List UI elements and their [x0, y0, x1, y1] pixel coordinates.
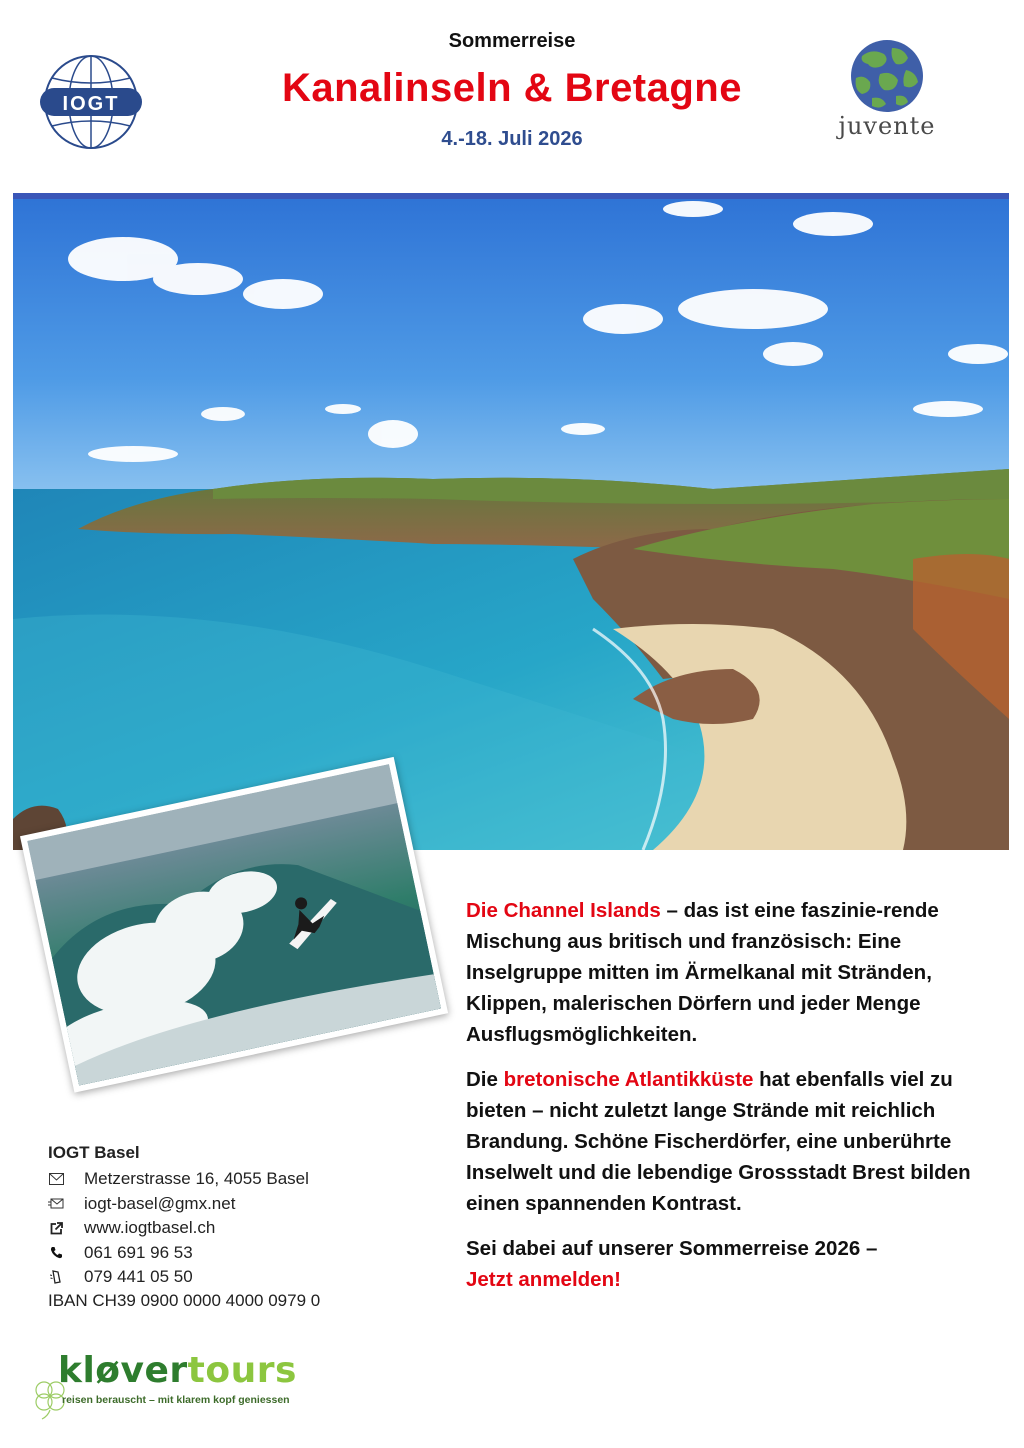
- contact-address-row: [48, 1167, 428, 1192]
- contact-phone-row: [48, 1241, 428, 1266]
- envelope-icon: [48, 1171, 64, 1187]
- travel-dates: 4.-18. Juli 2026: [441, 128, 583, 150]
- contact-web-row: [48, 1216, 428, 1241]
- phone-icon: [48, 1245, 64, 1261]
- iogt-logo-text: IOGT: [62, 93, 120, 115]
- paragraph-1-text: – das ist eine faszinie-rende Mischung aus britisch und französisch: Eine Inselgruppe mitten im Ärmelkanal mit Stränden, Klippen, malerischen Dörfern und jeder Menge Ausflugsmöglichkeiten.: [466, 899, 939, 1046]
- cta-register-link[interactable]: Jetzt anmelden!: [466, 1268, 621, 1291]
- paragraph-channel-islands: [466, 895, 996, 1050]
- paragraph-2-text: hat ebenfalls viel zu bieten – nicht zuletzt lange Strände mit reichlich Brandung. Schöne Fischerdörfer, eine unberührte Inselwelt und die lebendige Grossstadt Brest bilden einen spannenden Kontrast.: [466, 1068, 971, 1215]
- page-title: Kanalinseln & Bretagne: [281, 66, 742, 110]
- contact-mobile[interactable]: 079 441 05 50: [84, 1267, 193, 1287]
- cta-text: Sei dabei auf unserer Sommerreise 2026 –: [466, 1237, 878, 1260]
- body-text: [466, 895, 996, 1309]
- mobile-phone-icon: [48, 1269, 64, 1285]
- email-icon: [48, 1196, 64, 1212]
- klovertours-wordmark-dark: kløver: [58, 1350, 188, 1391]
- contact-org: IOGT Basel: [48, 1143, 140, 1162]
- contact-mobile-row: [48, 1265, 428, 1290]
- contact-block: [48, 1143, 428, 1311]
- contact-address: Metzerstrasse 16, 4055 Basel: [84, 1169, 309, 1189]
- juvente-wordmark: juvente: [838, 112, 936, 140]
- paragraph-cta: [466, 1233, 996, 1295]
- contact-website[interactable]: www.iogtbasel.ch: [84, 1218, 216, 1238]
- highlight-atlantikkueste: bretonische Atlantikküste: [503, 1068, 754, 1091]
- iogt-logo: [38, 52, 144, 152]
- highlight-channel-islands: Die Channel Islands: [466, 899, 661, 922]
- hero-photo-coast: [13, 193, 1009, 850]
- klovertours-wordmark: [58, 1350, 297, 1391]
- paragraph-bretagne: [466, 1064, 996, 1219]
- klovertours-wordmark-light: tours: [187, 1350, 297, 1391]
- contact-email-row: [48, 1192, 428, 1217]
- kicker: Sommerreise: [448, 30, 576, 52]
- contact-email[interactable]: iogt-basel@gmx.net: [84, 1193, 236, 1213]
- external-link-icon: [48, 1220, 64, 1236]
- contact-phone[interactable]: 061 691 96 53: [84, 1242, 193, 1262]
- contact-iban: IBAN CH39 0900 0000 4000 0979 0: [48, 1290, 321, 1310]
- paragraph-2-start: Die: [466, 1068, 504, 1091]
- klovertours-tagline: reisen berauscht – mit klarem kopf geniessen: [62, 1394, 290, 1406]
